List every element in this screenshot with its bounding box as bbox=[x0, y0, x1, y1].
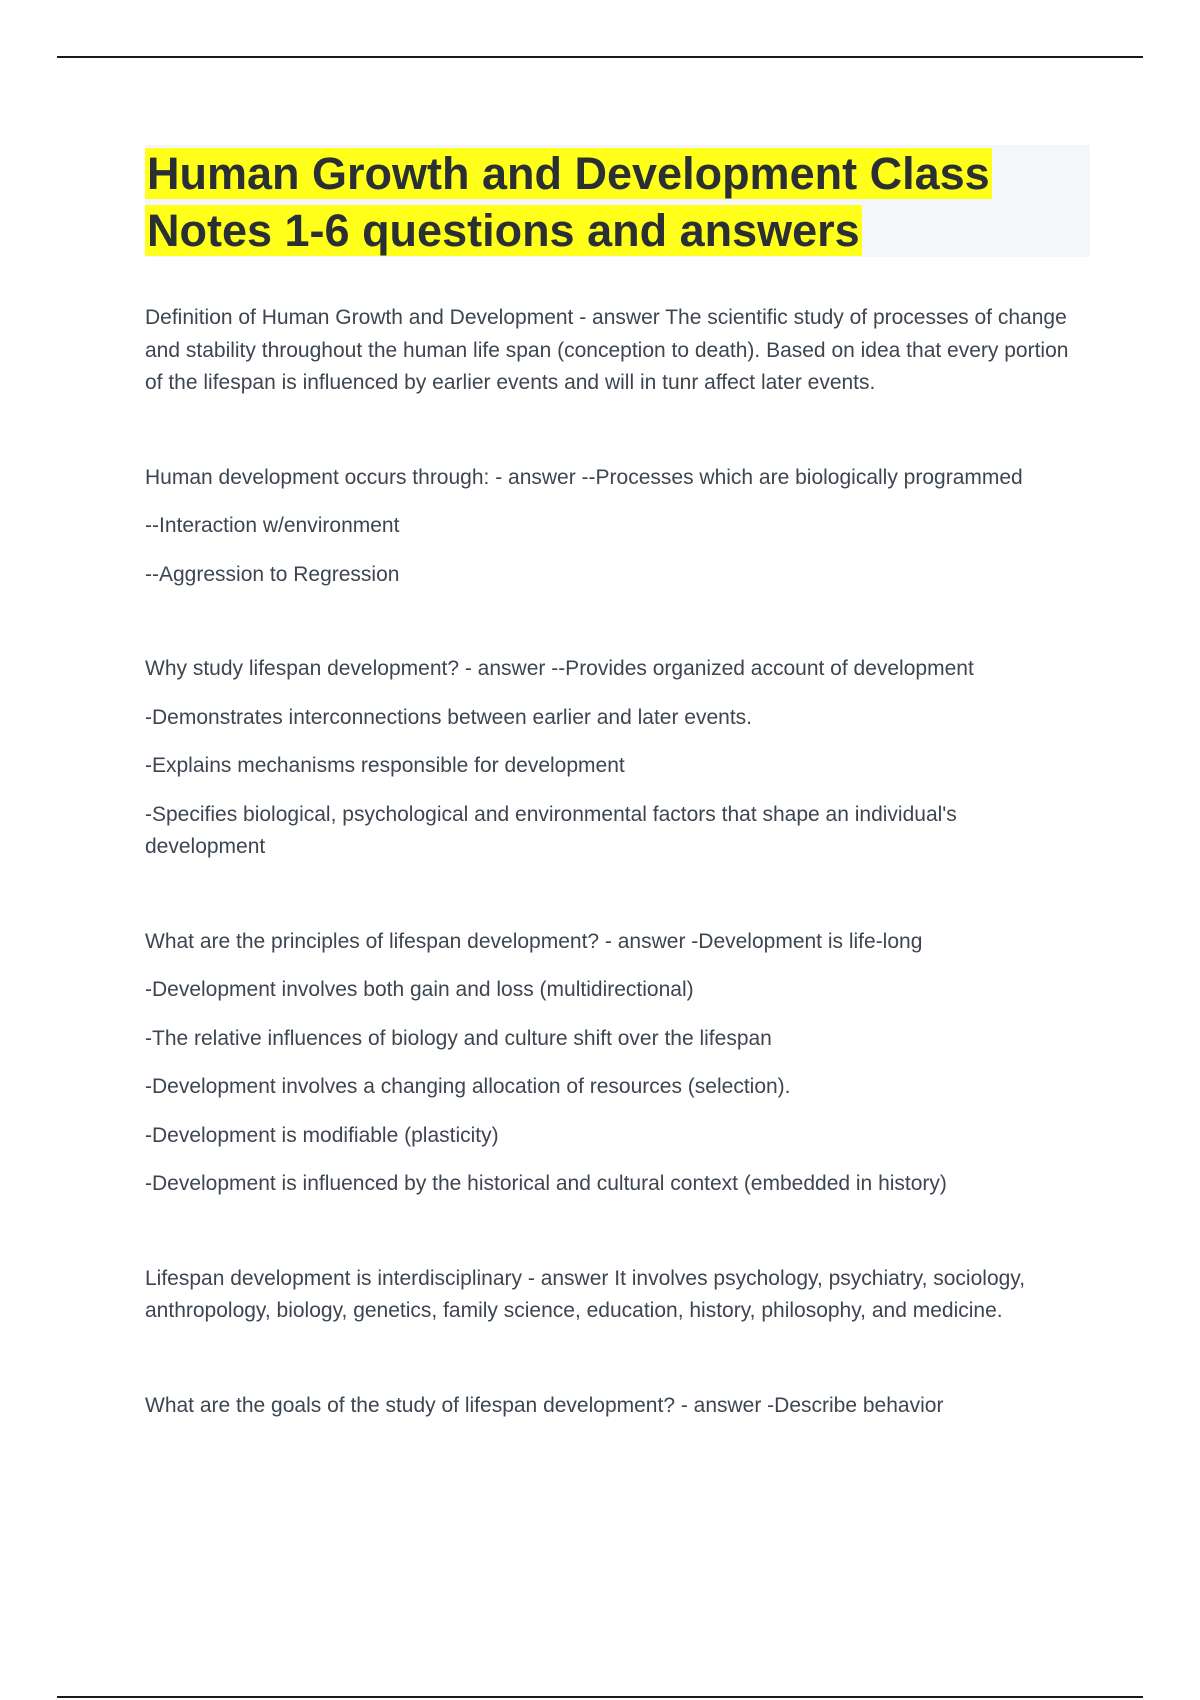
document-body bbox=[145, 302, 1080, 1422]
qa-line: -Development is influenced by the historical and cultural context (embedded in history) bbox=[145, 1172, 947, 1195]
qa-entry-interdisciplinary bbox=[145, 1263, 1080, 1328]
qa-line: What are the principles of lifespan development? - answer -Development is life-long bbox=[145, 929, 923, 953]
qa-entry-goals bbox=[145, 1390, 1080, 1423]
qa-line: Human development occurs through: - answer --Processes which are biologically programmed bbox=[145, 465, 1023, 489]
top-horizontal-rule bbox=[57, 56, 1143, 58]
bottom-horizontal-rule bbox=[57, 1696, 1143, 1698]
qa-entry-development-occurs bbox=[145, 462, 1080, 592]
qa-line: Lifespan development is interdisciplinary - answer It involves psychology, psychiatry, sociology, anthropology, biology, genetics, family science, education, history, philosophy, and medicine. bbox=[145, 1266, 1026, 1322]
qa-line: --Aggression to Regression bbox=[145, 562, 400, 586]
qa-line: -The relative influences of biology and culture shift over the lifespan bbox=[145, 1026, 772, 1050]
qa-line: --Interaction w/environment bbox=[145, 514, 400, 537]
document-title bbox=[145, 145, 1090, 259]
qa-entry-why-study bbox=[145, 653, 1080, 864]
qa-line: Why study lifespan development? - answer --Provides organized account of development bbox=[145, 657, 974, 680]
qa-line: -Explains mechanisms responsible for development bbox=[145, 754, 625, 777]
qa-line: -Specifies biological, psychological and environmental factors that shape an individual's development bbox=[145, 802, 957, 858]
qa-line: -Demonstrates interconnections between earlier and later events. bbox=[145, 705, 752, 729]
qa-entry-principles bbox=[145, 926, 1080, 1201]
qa-line: -Development involves a changing allocation of resources (selection). bbox=[145, 1075, 791, 1098]
qa-line: -Development involves both gain and loss (multidirectional) bbox=[145, 978, 694, 1001]
title-block bbox=[145, 145, 1090, 257]
qa-line: Definition of Human Growth and Development - answer The scientific study of processes of change and stability throughout the human life span (conception to death). Based on idea that every portion of the lifespan is influenced by earlier events and will in tunr affect later events. bbox=[145, 306, 1069, 394]
title-line-2: Notes 1-6 questions and answers bbox=[147, 205, 860, 256]
qa-line: What are the goals of the study of lifespan development? - answer -Describe behavior bbox=[145, 1393, 944, 1417]
qa-line: -Development is modifiable (plasticity) bbox=[145, 1123, 499, 1147]
qa-entry-definition bbox=[145, 302, 1080, 400]
title-line-1: Human Growth and Development Class bbox=[147, 148, 990, 199]
